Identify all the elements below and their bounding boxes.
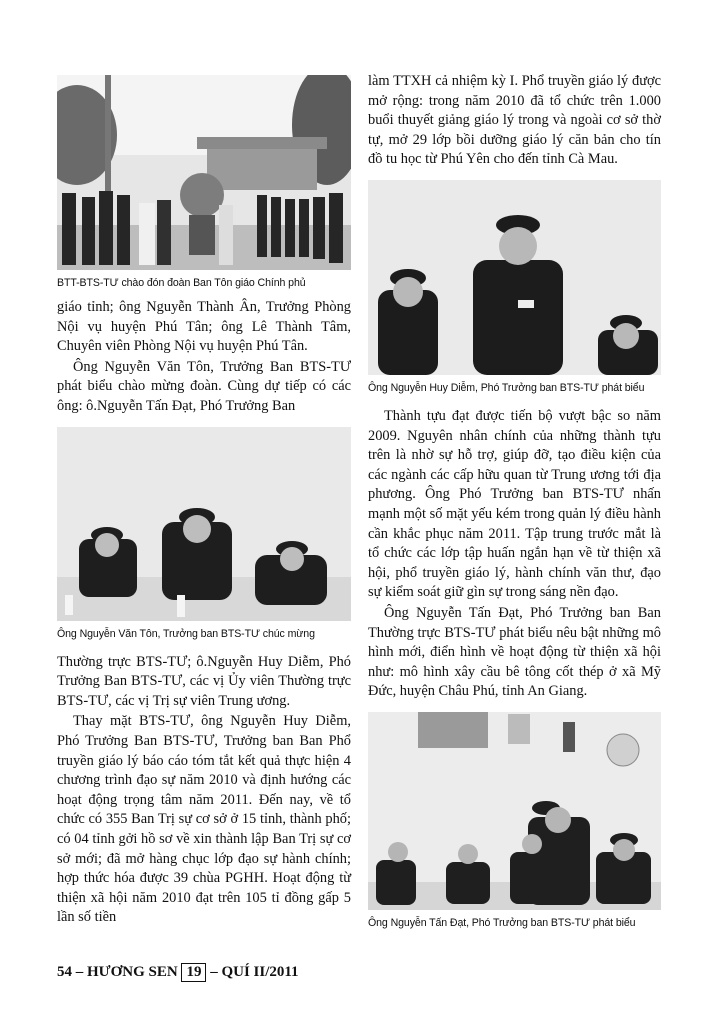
paragraph: Thường trực BTS-TƯ; ô.Nguyễn Huy Diễm, Phó Trưởng Ban BTS-TƯ, các vị Ủy viên Thường trực BTS-TƯ, các vị Trị sự viên Trung ương. <box>57 653 351 709</box>
page-footer <box>57 963 299 982</box>
photo-caption: Ông Nguyễn Tấn Đạt, Phó Trưởng ban BTS-TƯ phát biểu <box>368 916 636 929</box>
photo-vice-chairman-diem <box>368 180 661 375</box>
paragraph: làm TTXH cả nhiệm kỳ I. Phổ truyền giáo lý được mở rộng: trong năm 2010 đã tổ chức trên 1.000 buổi thuyết giảng giáo lý trong và ngoài cơ sở thờ tự, mở 29 lớp bồi dưỡng giáo lý căn bản cho tín đồ tu học từ Phú Yên cho đến tỉnh Cà Mau. <box>368 73 661 168</box>
paragraph: Thay mặt BTS-TƯ, ông Nguyễn Huy Diễm, Phó Trưởng Ban BTS-TƯ, Trưởng ban Ban Phổ truyền giáo lý báo cáo tóm tắt kết quả thực hiện 4 chương trình đạo sự năm 2010 và định hướng các hoạt động trọng tâm năm 2011. Đến nay, về tổ chức có 355 Ban Trị sự cơ sở ở 15 tỉnh, thành phố; có 04 tỉnh gởi hồ sơ về xin thành lập Ban Trị sự cơ sở mới; đã mở hàng chục lớp đạo sự hành chính; hợp thức hóa được 39 chùa PGHH. Hoạt động từ thiện xã hội năm 2010 đạt trên 105 tỉ đồng gấp 5 lần số tiền <box>57 713 351 926</box>
photo-vice-chairman-dat <box>368 712 661 910</box>
footer-dash: – <box>210 964 218 980</box>
photo-chairman-speech <box>57 427 351 621</box>
paragraph: Ông Nguyễn Tấn Đạt, Phó Trưởng ban Ban Thường trực BTS-TƯ phát biểu nêu bật những mô hình mới, điển hình về hoạt động từ thiện xã hội như: mô hình xây cầu bê tông cốt thép ở xã Mỹ Đức, huyện Châu Phú, tỉnh An Giang. <box>368 604 661 700</box>
photo-welcome-delegation <box>57 75 351 270</box>
paragraph: giáo tỉnh; ông Nguyễn Thành Ân, Trưởng Phòng Nội vụ huyện Phú Tân; ông Lê Thành Tâm, Chuyên viên Phòng Nội vụ huyện Phú Tân. <box>57 299 351 355</box>
footer-dash: – <box>75 964 84 980</box>
right-column <box>368 75 661 930</box>
photo-caption: BTT-BTS-TƯ chào đón đoàn Ban Tôn giáo Chính phủ <box>57 277 306 289</box>
issue-number: 19 <box>181 963 206 982</box>
paragraph: Ông Nguyễn Văn Tôn, Trưởng Ban BTS-TƯ phát biểu chào mừng đoàn. Cùng dự tiếp có các ông: ô.Nguyễn Tấn Đạt, Phó Trưởng Ban <box>57 358 351 414</box>
photo-caption: Ông Nguyễn Văn Tôn, Trưởng ban BTS-TƯ chúc mừng <box>57 627 315 640</box>
issue-period: QUÍ II/2011 <box>221 964 299 980</box>
page-number: 54 <box>57 964 72 980</box>
photo-caption: Ông Nguyễn Huy Diễm, Phó Trưởng ban BTS-TƯ phát biểu <box>368 381 645 394</box>
magazine-name: HƯƠNG SEN <box>87 964 178 980</box>
left-column <box>57 75 351 928</box>
paragraph: Thành tựu đạt được tiến bộ vượt bậc so năm 2009. Nguyên nhân chính của những thành tựu trên là nhờ sự hỗ trợ, giúp đỡ, tạo điều kiện của các ngành các cấp hữu quan từ Trung ương tới địa phương. Ông Phó Trưởng ban BTS-TƯ nhấn mạnh một số mặt yếu kém trong quản lý điều hành cần khắc phục năm 2011. Tập trung trước mắt là tổ chức các lớp tập huấn ngắn hạn về từ thiện xã hội, phổ truyền giáo lý, hành chính văn thư, đạo sự kiểm soát giữ gìn sự trong sáng nền đạo. <box>368 407 661 601</box>
